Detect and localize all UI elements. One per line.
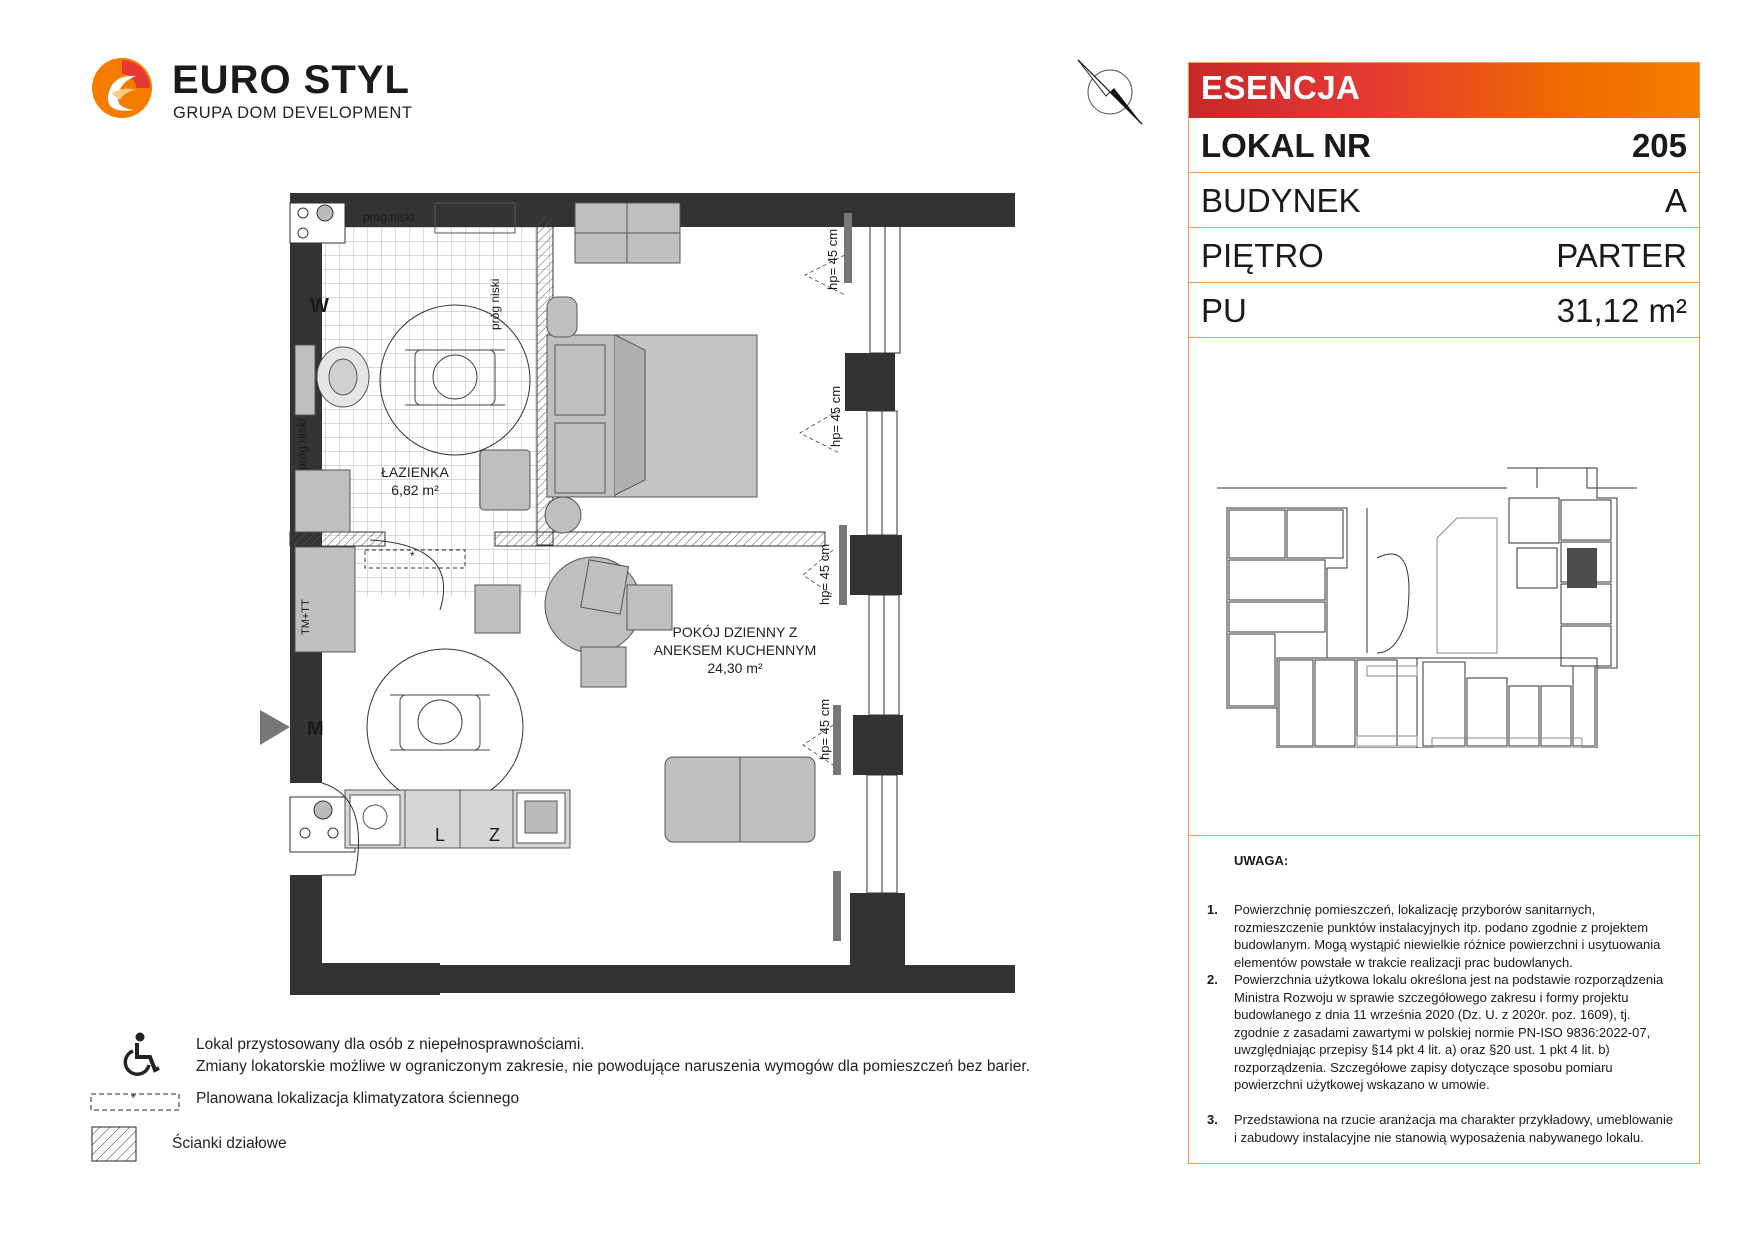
note-number: 3. [1207, 1112, 1218, 1127]
room-area: 24,30 m² [707, 660, 763, 676]
floor-plan [255, 185, 1015, 1005]
info-label: BUDYNEK [1201, 182, 1361, 219]
wardrobe [575, 203, 680, 263]
info-row-building [1189, 173, 1699, 228]
threshold-note: próg niski [295, 418, 309, 470]
room-name: ŁAZIENKA [381, 464, 449, 480]
toilet-tank [295, 345, 315, 415]
info-value: 31,12 m² [1556, 292, 1687, 329]
legend-accessible: Lokal przystosowany dla osób z niepełnosprawnościami. [196, 1036, 585, 1053]
note-text: Powierzchnię pomieszczeń, lokalizację przyborów sanitarnych, rozmieszczenie punktów instalacyjnych itp. podano zgodnie z projektem budowlanym. Mogą wystąpić niewielkie różnice powierzchni i usytuowania elementów powstałe w trakcie realizacji prac budowlanych. [1234, 902, 1661, 970]
legend-ac: Planowana lokalizacja klimatyzatora ściennego [196, 1090, 520, 1107]
brand-name: EURO STYL [172, 58, 410, 102]
freezer-label: Z [489, 825, 500, 845]
brand-subtitle: GRUPA DOM DEVELOPMENT [173, 104, 413, 122]
room-area: 6,82 m² [391, 482, 439, 498]
legend-changes: Zmiany lokatorskie możliwe w ograniczonym zakresie, nie powodujące naruszenia wymogów dla pomieszczeń bez barier. [196, 1058, 1030, 1075]
brand-logo [90, 56, 413, 126]
info-value: A [1664, 182, 1687, 219]
wheelchair-icon [120, 1032, 162, 1076]
water-riser-label: W [310, 295, 329, 317]
north-arrow-icon [1070, 52, 1150, 132]
floor-plan-drawing [255, 185, 1015, 1005]
brand-swirl-icon [90, 56, 154, 120]
double-bed [545, 297, 757, 533]
legend-ac-marker: * [131, 1091, 136, 1105]
note-number: 2. [1207, 972, 1218, 987]
room-name-line1: POKÓJ DZIENNY Z [672, 624, 798, 640]
threshold-note: próg niski [488, 278, 502, 330]
info-value: 205 [1631, 127, 1687, 164]
radiators [833, 213, 852, 941]
legend-walls: Ścianki działowe [172, 1135, 287, 1152]
room-label-bathroom [350, 463, 480, 499]
water-riser-label: M [307, 718, 324, 740]
apartment-info-panel [1188, 62, 1700, 1164]
partition-wall [495, 532, 825, 546]
partition-wall-hatch-icon [91, 1126, 137, 1162]
project-name: ESENCJA [1201, 69, 1361, 106]
note-text: Przedstawiona na rzucie aranżacja ma charakter przykładowy, umeblowanie i zabudowy instalacyjne nie stanowią wyposażenia nabywanego lokalu. [1234, 1112, 1674, 1145]
window-height-note: hp= 45 cm [828, 385, 843, 447]
window-height-note: hp= 45 cm [825, 228, 840, 290]
panel-separator [1189, 835, 1699, 836]
info-row-area [1189, 283, 1699, 338]
project-header [1189, 63, 1699, 118]
info-value: PARTER [1556, 237, 1687, 274]
threshold-note: próg niski [363, 210, 415, 224]
info-label: PU [1201, 292, 1247, 329]
info-row-unit-number [1189, 118, 1699, 173]
ac-marker: * [410, 549, 415, 563]
window-height-note: hp= 45 cm [817, 543, 832, 605]
note-number: 1. [1207, 902, 1218, 917]
water-riser-top [290, 203, 345, 243]
info-label: PIĘTRO [1201, 237, 1324, 274]
entrance-arrow-icon [260, 710, 290, 745]
room-name-line2: ANEKSEM KUCHENNYM [653, 642, 817, 658]
info-label: LOKAL NR [1201, 127, 1371, 164]
highlighted-unit-marker [1567, 548, 1597, 588]
notes-title: UWAGA: [1234, 853, 1289, 868]
room-label-living-room [635, 623, 835, 677]
partition-wall [290, 532, 385, 546]
building-key-plan [1217, 418, 1677, 748]
washbasin-icon [480, 450, 530, 510]
fridge-label: L [435, 825, 446, 845]
washing-unit [295, 470, 350, 532]
note-text: Powierzchnia użytkowa lokalu określona jest na podstawie rozporządzenia Ministra Rozwoju w sprawie szczegółowego zakresu i formy projektu budowlanego z dnia 11 września 2020 (Dz. U. z 2020r. poz. 1609), tj. zgodnie z zasadami zawartymi w polskiej normie PN-ISO 9836:2022-07, uwzględniając przepisy §14 pkt 4 lit. a) oraz §20 ust. 1 pkt 4 lit. b) rozporządzenia. Szczegółowe zapisy dotyczące sposobu pomiaru powierzchni użytkowej wskazano w umowie. [1234, 972, 1664, 1092]
sofa [665, 757, 815, 842]
meters-label: TM+TT [300, 599, 312, 635]
window-height-note: hp= 45 cm [817, 698, 832, 760]
kitchen-counter [345, 790, 570, 848]
info-row-floor [1189, 228, 1699, 283]
